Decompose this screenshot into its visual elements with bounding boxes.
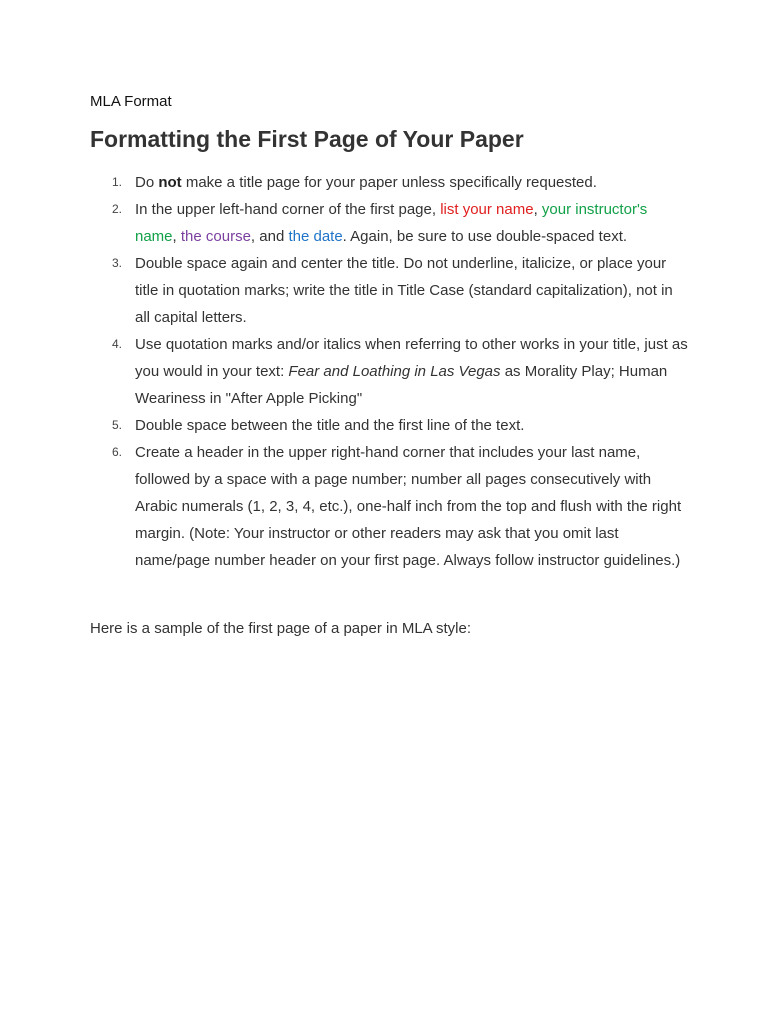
highlight-course: the course [180, 228, 251, 245]
step-text: Use quotation marks and/or italics when referring to other works in your title, just as you would in your text: [135, 336, 688, 380]
page-title: Formatting the First Page of Your Paper [90, 126, 524, 152]
list-item [90, 169, 690, 196]
step-text: Do [135, 174, 159, 191]
sample-intro-text: Here is a sample of the first page of a paper in MLA style: [90, 620, 472, 637]
highlight-instructor-name: your instructor's name [135, 201, 648, 245]
step-text: Double space between the title and the first line of the text. [135, 417, 525, 434]
list-item-number: 5. [112, 418, 123, 432]
document-label: MLA Format [90, 93, 172, 110]
italic-work-title: Fear and Loathing in Las Vegas [288, 363, 501, 380]
list-item [90, 439, 690, 574]
emphasis-not: not [158, 174, 182, 191]
highlight-your-name: list your name [440, 201, 534, 218]
list-item-number: 4. [112, 337, 123, 351]
highlight-date: the date [288, 228, 343, 245]
list-item-number: 6. [112, 445, 123, 459]
list-item-number: 2. [112, 202, 123, 216]
list-item [90, 250, 690, 331]
step-text: , [172, 228, 181, 245]
list-item [90, 412, 690, 439]
step-text: , [533, 201, 542, 218]
step-text: make a title page for your paper unless specifically requested. [181, 174, 597, 191]
step-text: as Morality Play; Human Weariness in "After Apple Picking" [135, 363, 668, 407]
step-text: In the upper left-hand corner of the first page, [135, 201, 441, 218]
list-item-number: 3. [112, 256, 123, 270]
step-text: Double space again and center the title. Do not underline, italicize, or place your title in quotation marks; write the title in Title Case (standard capitalization), not in all capital letters. [135, 255, 673, 326]
step-text: , and [250, 228, 289, 245]
step-text: . Again, be sure to use double-spaced text. [342, 228, 628, 245]
step-text: Create a header in the upper right-hand corner that includes your last name, followed by a space with a page number; number all pages consecutively with Arabic numerals (1, 2, 3, 4, etc.), one-half inch from the top and flush with the right margin. (Note: Your instructor or other readers may ask that you omit last name/page number header on your first page. Always follow instructor guidelines.) [135, 444, 682, 569]
list-item-number: 1. [112, 175, 123, 189]
list-item [90, 196, 690, 250]
list-item [90, 331, 690, 412]
formatting-steps-list [90, 169, 690, 574]
